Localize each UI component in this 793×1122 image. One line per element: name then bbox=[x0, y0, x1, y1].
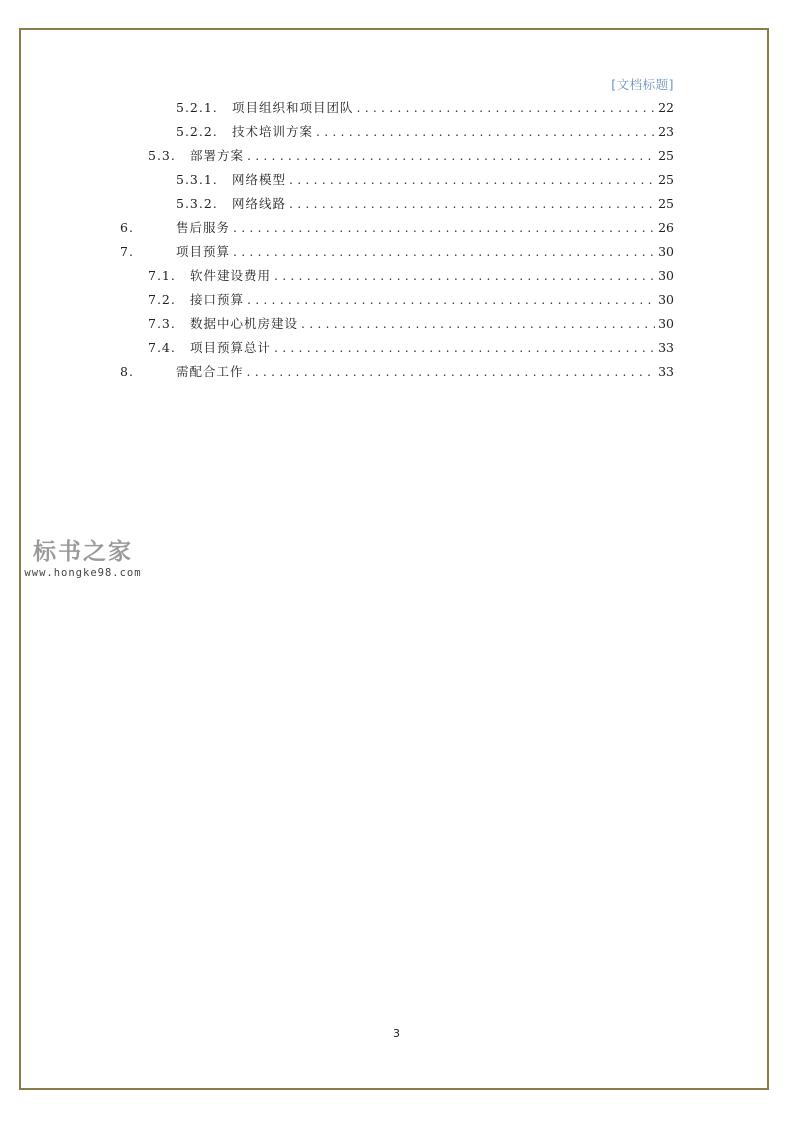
toc-entry[interactable] bbox=[120, 217, 674, 237]
toc-entry-number: 7.3. bbox=[148, 316, 176, 331]
toc-dot-leader bbox=[247, 363, 656, 381]
toc-dot-leader bbox=[274, 267, 655, 285]
toc-entry-number: 5.2.2. bbox=[176, 124, 218, 139]
toc-dot-leader bbox=[233, 219, 655, 237]
toc-entry-page: 30 bbox=[658, 316, 674, 331]
toc-entry-page: 25 bbox=[658, 172, 674, 187]
toc-entry-label: 数据中心机房建设 bbox=[190, 316, 299, 331]
toc-entry-label: 技术培训方案 bbox=[232, 124, 314, 139]
toc-entry-page: 30 bbox=[658, 244, 674, 259]
toc-entry-number: 7.4. bbox=[148, 340, 176, 355]
toc-entry-label: 项目组织和项目团队 bbox=[232, 100, 354, 115]
toc-entry-label: 部署方案 bbox=[190, 148, 245, 163]
toc-dot-leader bbox=[247, 147, 655, 165]
toc-entry-label: 售后服务 bbox=[176, 220, 231, 235]
toc-entry[interactable] bbox=[148, 337, 674, 357]
toc-entry-label: 网络模型 bbox=[232, 172, 287, 187]
toc-entry[interactable] bbox=[120, 241, 674, 261]
toc-entry-page: 26 bbox=[658, 220, 674, 235]
toc-entry-page: 33 bbox=[658, 364, 674, 379]
toc-dot-leader bbox=[289, 171, 655, 189]
watermark-url: www.hongke98.com bbox=[24, 567, 142, 579]
toc-entry-number: 7.1. bbox=[148, 268, 176, 283]
toc-entry[interactable] bbox=[120, 361, 674, 381]
toc-entry-page: 30 bbox=[658, 292, 674, 307]
toc-entry-number: 7. bbox=[120, 244, 134, 259]
toc-entry-page: 30 bbox=[658, 268, 674, 283]
toc-entry-page: 22 bbox=[658, 100, 674, 115]
document-title-header: [文档标题] bbox=[611, 77, 674, 92]
toc-dot-leader bbox=[247, 291, 655, 309]
toc-entry[interactable] bbox=[148, 145, 674, 165]
toc-entry-number: 8. bbox=[120, 364, 134, 379]
toc-dot-leader bbox=[357, 99, 656, 117]
toc-entry-label: 需配合工作 bbox=[176, 364, 244, 379]
toc-dot-leader bbox=[289, 195, 655, 213]
toc-entry-number: 5.3. bbox=[148, 148, 176, 163]
toc-entry[interactable] bbox=[176, 97, 674, 117]
toc-dot-leader bbox=[301, 315, 655, 333]
toc-entry-page: 23 bbox=[658, 124, 674, 139]
toc-entry-number: 5.3.1. bbox=[176, 172, 218, 187]
watermark-logo bbox=[8, 538, 158, 580]
toc-entry-page: 25 bbox=[658, 196, 674, 211]
toc-entry-number: 5.3.2. bbox=[176, 196, 218, 211]
toc-entry[interactable] bbox=[148, 289, 674, 309]
toc-dot-leader bbox=[274, 339, 655, 357]
toc-entry[interactable] bbox=[148, 313, 674, 333]
toc-entry[interactable] bbox=[176, 193, 674, 213]
toc-entry[interactable] bbox=[148, 265, 674, 285]
toc-entry[interactable] bbox=[176, 169, 674, 189]
toc-entry-page: 25 bbox=[658, 148, 674, 163]
page-number: 3 bbox=[393, 1027, 400, 1040]
toc-entry-label: 软件建设费用 bbox=[190, 268, 272, 283]
toc-entry-label: 项目预算 bbox=[176, 244, 231, 259]
toc-entry-number: 7.2. bbox=[148, 292, 176, 307]
toc-entry-label: 接口预算 bbox=[190, 292, 245, 307]
toc-entry-label: 网络线路 bbox=[232, 196, 287, 211]
toc-entry-number: 5.2.1. bbox=[176, 100, 218, 115]
toc-entry-page: 33 bbox=[658, 340, 674, 355]
toc-entry[interactable] bbox=[176, 121, 674, 141]
toc-entry-number: 6. bbox=[120, 220, 134, 235]
toc-entry-label: 项目预算总计 bbox=[190, 340, 272, 355]
watermark-brand: 标书之家 bbox=[33, 539, 133, 565]
toc-dot-leader bbox=[316, 123, 655, 141]
toc-dot-leader bbox=[233, 243, 655, 261]
